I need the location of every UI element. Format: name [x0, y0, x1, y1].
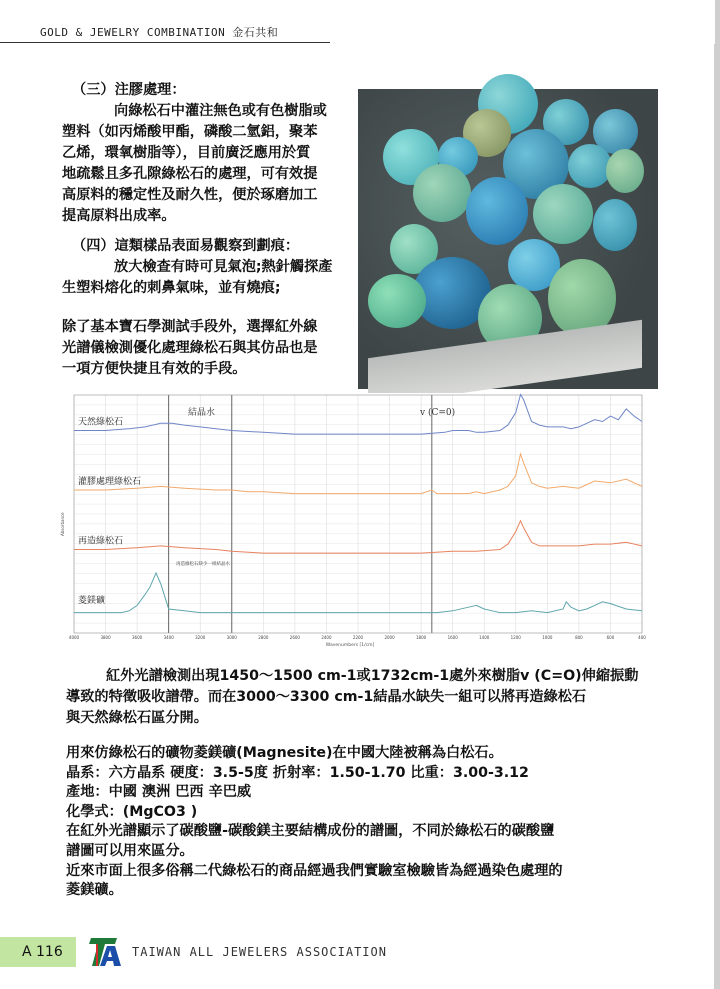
- page-edge: [714, 0, 720, 989]
- section-surface: [62, 236, 333, 299]
- ir-explanation: [66, 666, 638, 729]
- x-tick-label: 600: [606, 635, 615, 640]
- x-tick-label: 400: [638, 635, 646, 640]
- bead: [368, 274, 426, 328]
- magnesite-info: [66, 744, 563, 901]
- text-line: 晶系：六方晶系 硬度：3.5-5度 折射率：1.50-1.70 比重：3.00-3.12: [66, 764, 529, 781]
- y-axis-label: Absorbance: [60, 512, 65, 536]
- section-injection: [62, 80, 327, 227]
- x-tick-label: 3200: [195, 635, 206, 640]
- annotation-missing-water: 再造綠松石缺少一組結晶水: [176, 562, 230, 567]
- series-label: 菱鎂礦: [78, 596, 106, 606]
- turquoise-photo: [368, 99, 642, 367]
- text-line: 放大檢查有時可見氣泡;熱針觸探產: [114, 259, 333, 275]
- bead: [593, 199, 637, 251]
- x-tick-label: 2800: [258, 635, 269, 640]
- x-tick-label: 3800: [100, 635, 111, 640]
- section-heading: （三）注膠處理：: [72, 82, 186, 98]
- text-line: 提高原料出成率。: [62, 208, 176, 224]
- bead: [466, 177, 528, 245]
- x-tick-label: 1800: [416, 635, 427, 640]
- bead: [606, 149, 644, 193]
- x-tick-label: 2600: [289, 635, 300, 640]
- text-line: 塑料（如丙烯酸甲酯，磷酸二氫鋁，聚苯: [62, 124, 318, 140]
- x-tick-label: 1600: [447, 635, 458, 640]
- x-tick-label: 2000: [384, 635, 395, 640]
- text-line: 菱鎂礦。: [66, 882, 123, 899]
- header-rule: [0, 42, 330, 43]
- x-axis-label: Wavenumbers [1/cm]: [325, 643, 375, 648]
- text-line: 向綠松石中灌注無色或有色樹脂或: [114, 103, 327, 119]
- x-tick-label: 1000: [542, 635, 553, 640]
- page-number: A 116: [22, 944, 63, 960]
- chart-background: [60, 393, 645, 648]
- text-line: 高原料的穩定性及耐久性，便於琢磨加工: [62, 187, 318, 203]
- series-label: 再造綠松石: [78, 536, 124, 547]
- text-line: 除了基本寶石學測試手段外，選擇紅外線: [62, 319, 318, 335]
- x-tick-label: 2200: [352, 635, 364, 640]
- text-line: 生塑料熔化的刺鼻氣味，並有燒痕;: [62, 280, 281, 296]
- x-tick-label: 3000: [226, 635, 237, 640]
- association-name: TAIWAN ALL JEWELERS ASSOCIATION: [132, 945, 387, 959]
- x-tick-label: 800: [575, 635, 583, 640]
- text-line: 光譜儀檢測優化處理綠松石與其仿品也是: [62, 340, 318, 356]
- x-tick-label: 3400: [163, 635, 174, 640]
- text-line: 乙烯，環氧樹脂等），目前廣泛應用於質: [62, 145, 311, 161]
- bead: [413, 164, 471, 222]
- page-header: [0, 0, 715, 44]
- series-label: 灌膠處理綠松石: [78, 477, 142, 487]
- text-line: 近來市面上很多俗稱二代綠松石的商品經過我們實驗室檢驗皆為經過染色處理的: [66, 862, 563, 879]
- text-line: 與天然綠松石區分開。: [66, 710, 208, 726]
- text-line: 在紅外光譜顯示了碳酸鹽-碳酸鎂主要結構成份的譜圖，不同於綠松石的碳酸鹽: [66, 823, 555, 840]
- text-line: 用來仿綠松石的礦物菱鎂礦(Magnesite)在中國大陸被稱為白松石。: [66, 745, 503, 761]
- text-line: 地疏鬆且多孔隙綠松石的處理，可有效提: [62, 166, 318, 182]
- header-title: GOLD & JEWELRY COMBINATION 金石共和: [40, 26, 279, 39]
- annotation-crystal-water: 結晶水: [188, 408, 216, 418]
- text-line: 導致的特徵吸收譜帶。而在3000～3300 cm-1結晶水缺失一組可以將再造綠松石: [66, 689, 587, 705]
- bead: [533, 184, 593, 244]
- series-label: 天然綠松石: [78, 417, 124, 428]
- text-line: 一項方便快捷且有效的手段。: [62, 361, 247, 377]
- ir-intro: [62, 317, 317, 380]
- x-tick-label: 4000: [68, 635, 80, 640]
- section-heading: （四）這類樣品表面易觀察到劃痕：: [72, 238, 300, 254]
- text-line: 產地：中國 澳洲 巴西 辛巴威: [66, 784, 252, 801]
- x-tick-label: 1200: [510, 635, 521, 640]
- ir-spectrum-chart: [60, 393, 645, 648]
- x-tick-label: 1400: [479, 635, 490, 640]
- text-line: 化學式：(MgCO3 ): [66, 803, 198, 820]
- x-tick-label: 2400: [321, 635, 332, 640]
- text-line: 紅外光譜檢測出現1450～1500 cm-1或1732cm-1處外來樹脂v (C=O)伸縮振動: [106, 668, 639, 684]
- association-logo: [87, 936, 123, 968]
- x-tick-label: 3600: [132, 635, 143, 640]
- annotation-co-stretch: v (C=0): [420, 408, 456, 418]
- text-line: 譜圖可以用來區分。: [66, 842, 194, 859]
